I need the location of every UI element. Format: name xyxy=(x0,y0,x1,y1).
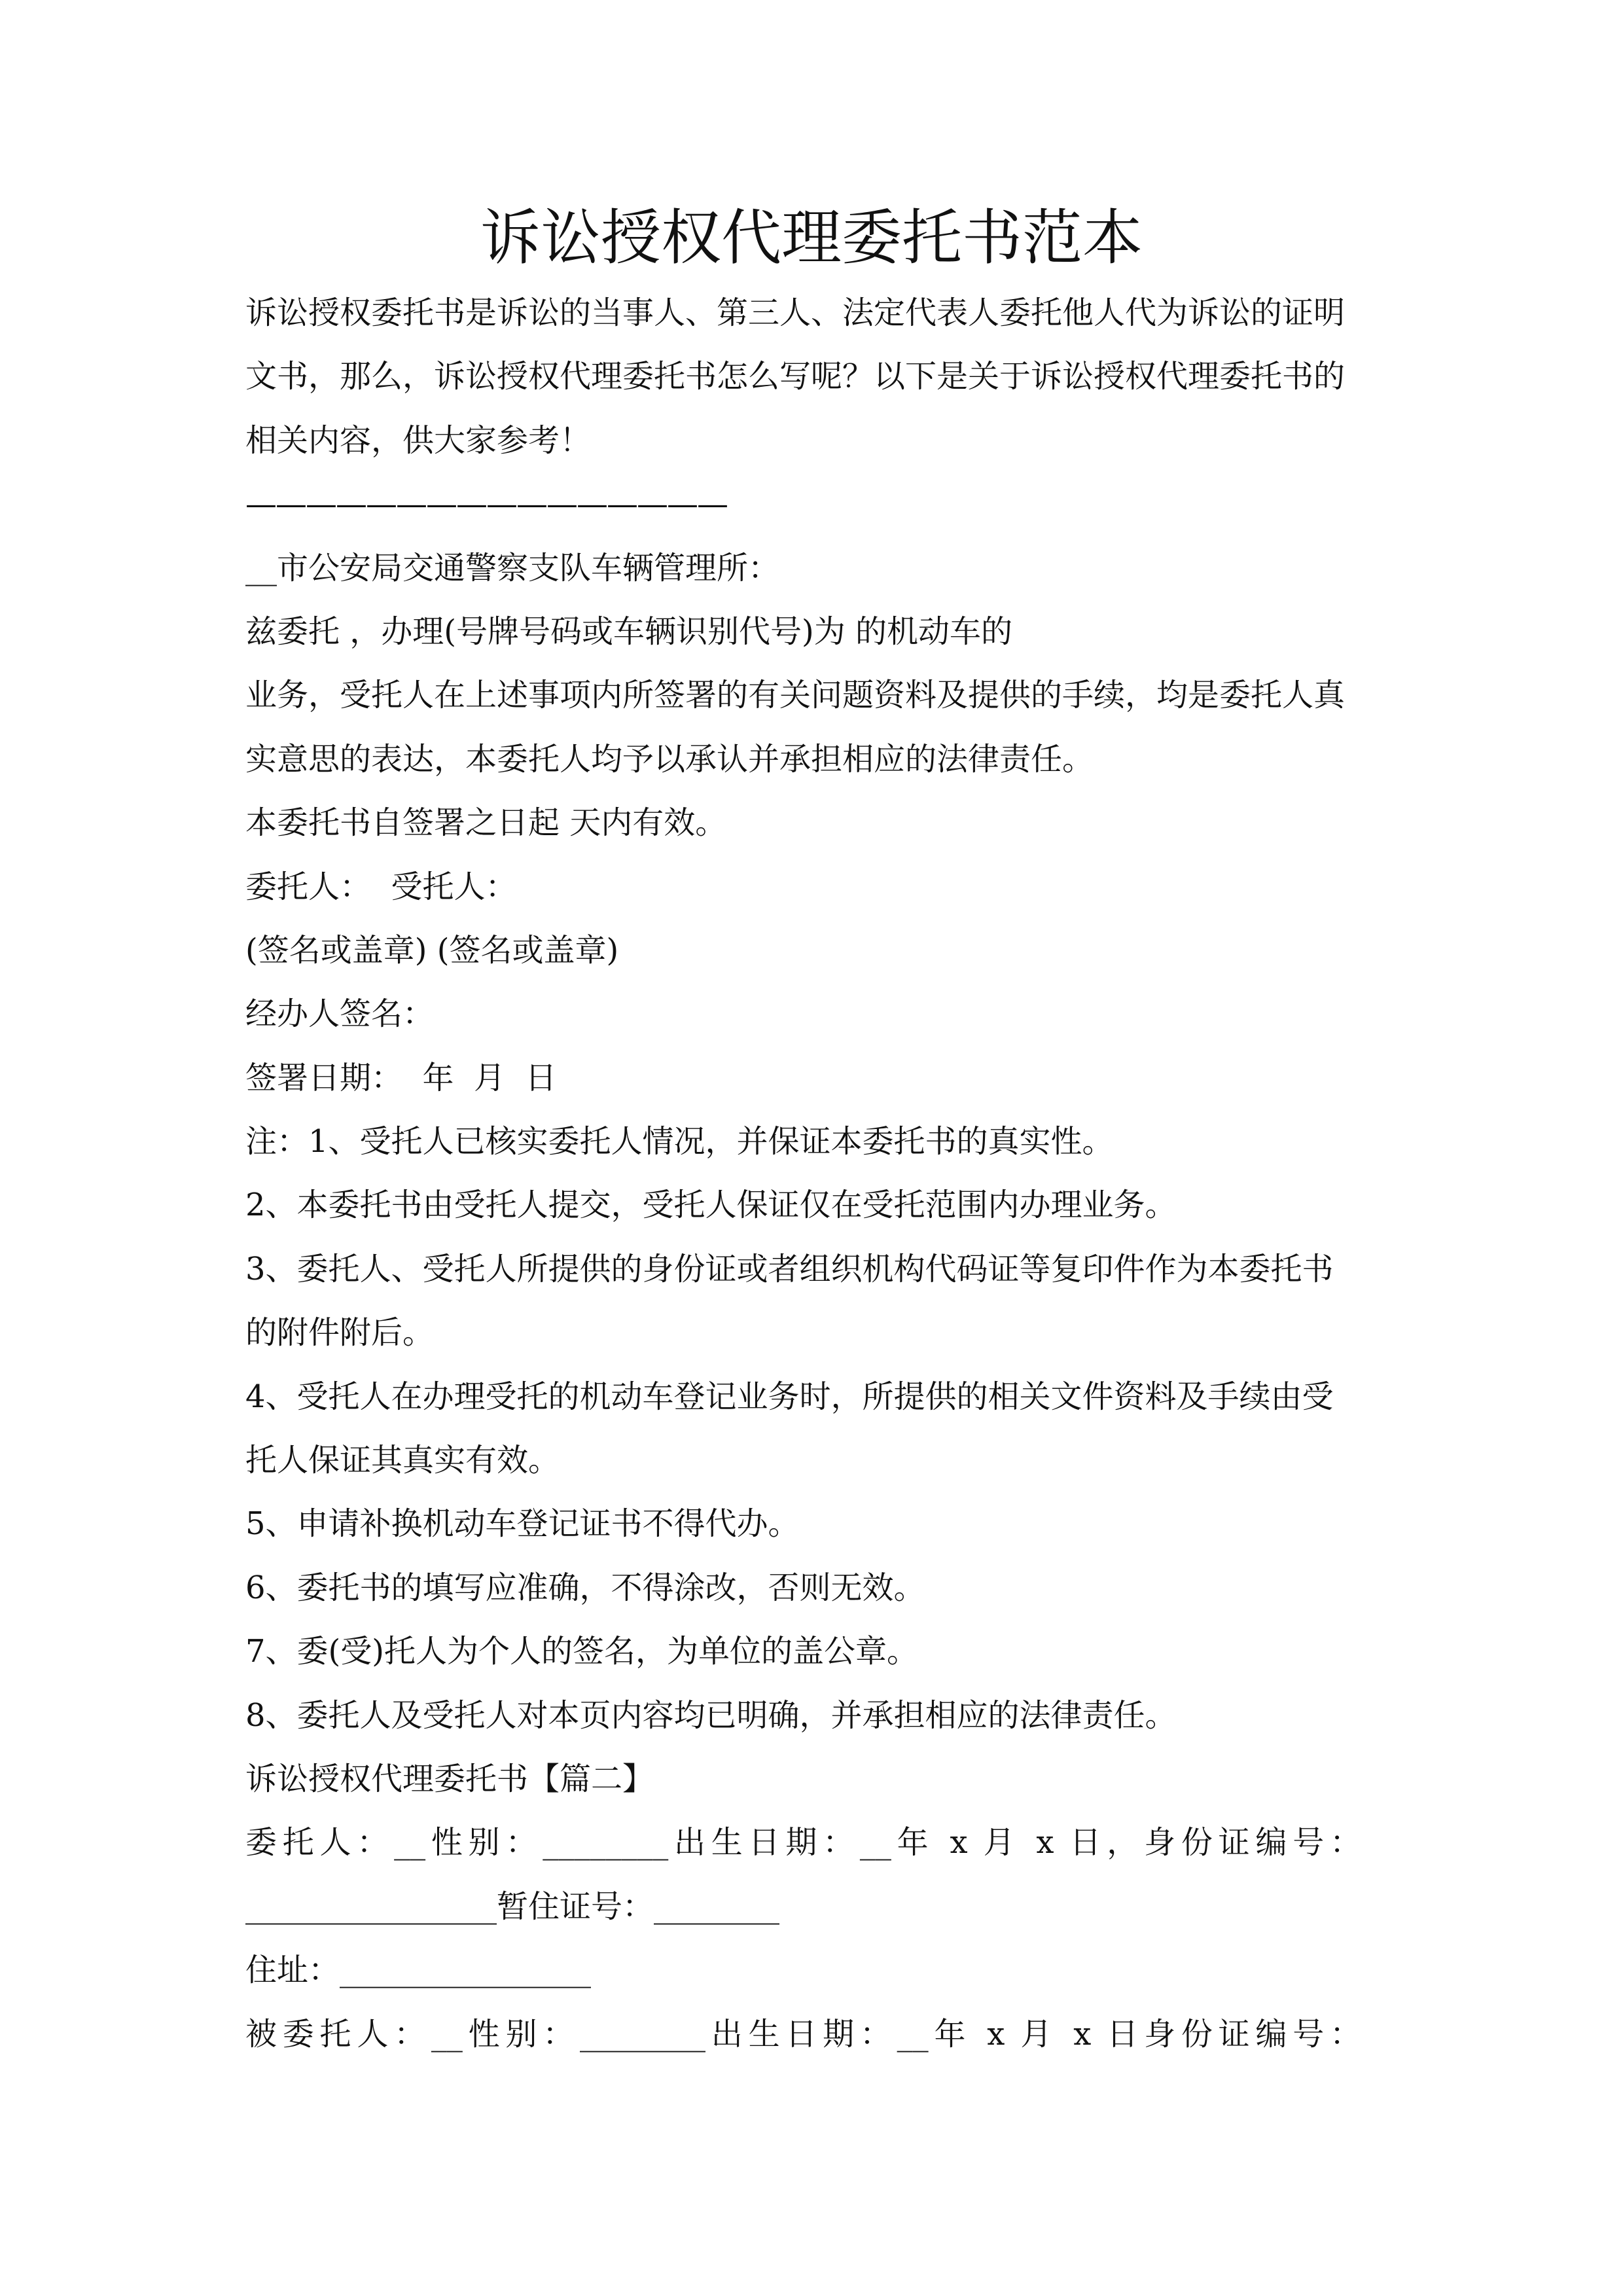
text-line: 注：1、受托人已核实委托人情况，并保证本委托书的真实性。 xyxy=(245,1123,1114,1160)
section-heading: 诉讼授权代理委托书【篇二】 xyxy=(245,1760,654,1797)
text-line: 签署日期： 年 月 日 xyxy=(245,1059,557,1096)
text-line: 实意思的表达，本委托人均予以承认并承担相应的法律责任。 xyxy=(245,740,1094,778)
divider-line: ———————————————— xyxy=(245,486,727,523)
text-line: ________________暂住证号：________ xyxy=(245,1888,780,1925)
text-line: 托人保证其真实有效。 xyxy=(245,1442,560,1479)
text-line: 委托人： 受托人： xyxy=(245,868,517,905)
text-line: 本委托书自签署之日起 天内有效。 xyxy=(245,804,727,842)
text-line: 7、委(受)托人为个人的签名，为单位的盖公章。 xyxy=(245,1633,918,1670)
text-line: 2、本委托书由受托人提交，受托人保证仅在受托范围内办理业务。 xyxy=(245,1187,1177,1224)
text-line: 的附件附后。 xyxy=(245,1314,435,1352)
text-line: 兹委托 ，办理(号牌号码或车辆识别代号)为 的机动车的 xyxy=(245,613,1012,650)
text-line: 经办人签名： xyxy=(245,996,435,1033)
text-line: 5、申请补换机动车登记证书不得代办。 xyxy=(245,1505,800,1543)
document-body xyxy=(245,281,1378,2066)
text-line: 业务，受托人在上述事项内所签署的有关问题资料及提供的手续，均是委托人真 xyxy=(245,677,1346,714)
text-line: 8、委托人及受托人对本页内容均已明确，并承担相应的法律责任。 xyxy=(245,1696,1177,1734)
text-line: 被委托人：__性别：________出生日期：__年 x 月 x 日身份证编号： xyxy=(245,2015,1361,2053)
text-line: 委托人：__性别：________出生日期：__年 x 月 x 日，身份证编号： xyxy=(245,1824,1361,1861)
text-line: 诉讼授权委托书是诉讼的当事人、第三人、法定代表人委托他人代为诉讼的证明 xyxy=(245,295,1346,331)
text-line: 3、委托人、受托人所提供的身份证或者组织机构代码证等复印件作为本委托书 xyxy=(245,1250,1334,1287)
text-line: 6、委托书的填写应准确，不得涂改，否则无效。 xyxy=(245,1569,925,1606)
text-line: __市公安局交通警察支队车辆管理所： xyxy=(245,549,780,586)
text-line: 文书，那么，诉讼授权代理委托书怎么写呢？以下是关于诉讼授权代理委托书的 xyxy=(245,358,1346,395)
text-line: 相关内容，供大家参考！ xyxy=(245,422,592,459)
text-line: 住址：________________ xyxy=(245,1952,592,1989)
document-title: 诉讼授权代理委托书范本 xyxy=(480,203,1143,273)
text-line: (签名或盖章) (签名或盖章) xyxy=(245,931,619,969)
text-line: 4、受托人在办理受托的机动车登记业务时，所提供的相关文件资料及手续由受 xyxy=(245,1378,1334,1415)
